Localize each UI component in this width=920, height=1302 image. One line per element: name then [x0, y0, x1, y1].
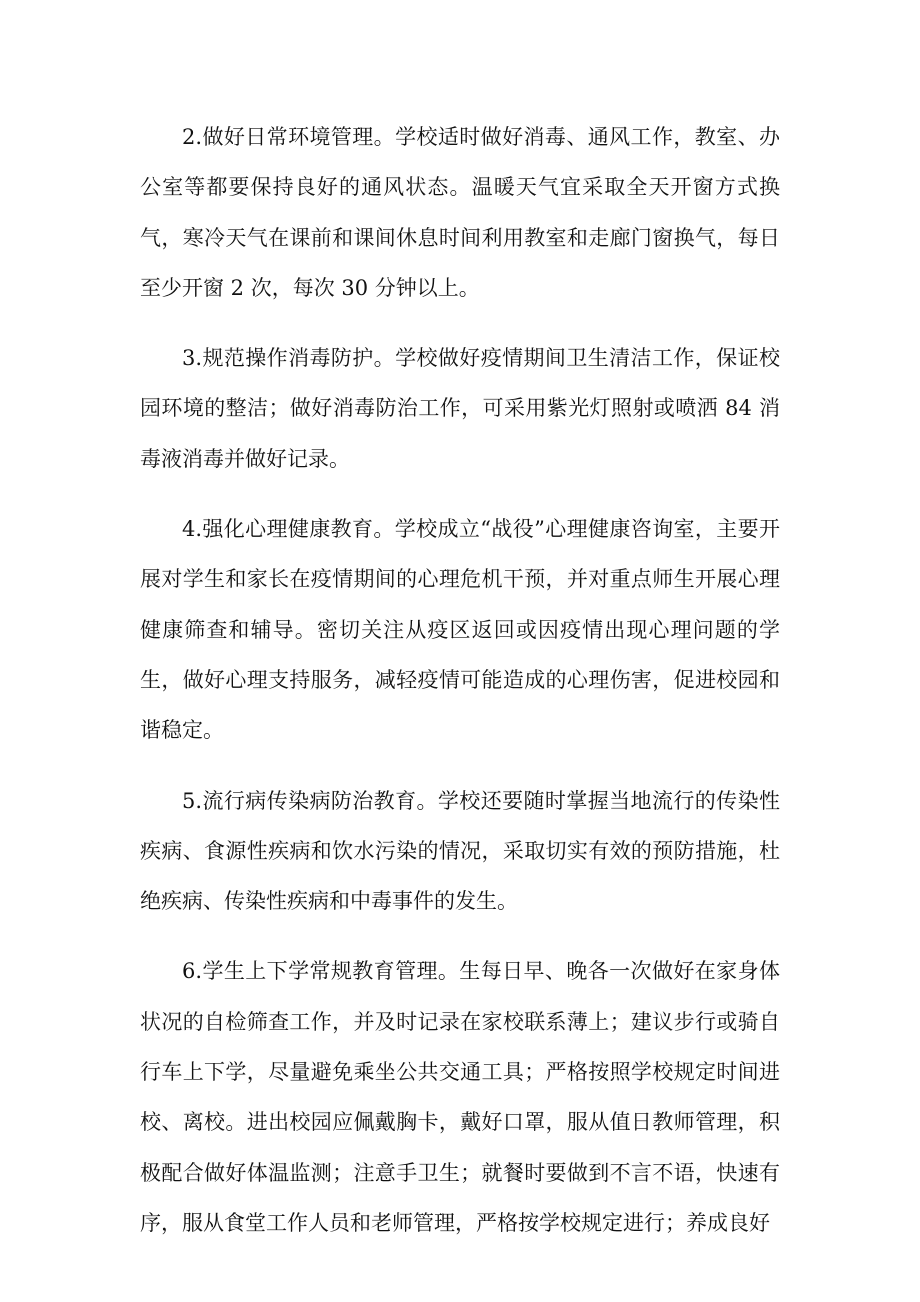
paragraph-mental-health-education: 4.强化心理健康教育。学校成立“战役”心理健康咨询室，主要开展对学生和家长在疫情期间的心理危机干预，并对重点师生开展心理健康筛查和辅导。密切关注从疫区返回或因疫情出现心理问题的学生，做好心理支持服务，减轻疫情可能造成的心理伤害，促进校园和谐稳定。: [140, 517, 780, 743]
paragraph-disease-prevention-education: 5.流行病传染病防治教育。学校还要随时掌握当地流行的传染性疾病、食源性疾病和饮水污染的情况，采取切实有效的预防措施，杜绝疾病、传染性疾病和中毒事件的发生。: [140, 788, 780, 914]
paragraph-commute-management: 6.学生上下学常规教育管理。生每日早、晚各一次做好在家身体状况的自检筛查工作，并及时记录在家校联系薄上；建议步行或骑自行车上下学，尽量避免乘坐公共交通工具；严格按照学校规定时间进校、离校。进出校园应佩戴胸卡，戴好口罩，服从值日教师管理，积极配合做好体温监测；注意手卫生；就餐时要做到不言不语，快速有序，服从食堂工作人员和老师管理，严格按学校规定进行；养成良好: [140, 959, 780, 1235]
paragraph-environment-management: 2.做好日常环境管理。学校适时做好消毒、通风工作，教室、办公室等都要保持良好的通风状态。温暖天气宜采取全天开窗方式换气，寒冷天气在课前和课间休息时间利用教室和走廊门窗换气，每日至少开窗 2 次，每次 30 分钟以上。: [140, 125, 780, 300]
document-body: [140, 112, 780, 1268]
paragraph-disinfection-protection: 3.规范操作消毒防护。学校做好疫情期间卫生清洁工作，保证校园环境的整洁；做好消毒防治工作，可采用紫光灯照射或喷洒 84 消毒液消毒并做好记录。: [140, 346, 780, 471]
